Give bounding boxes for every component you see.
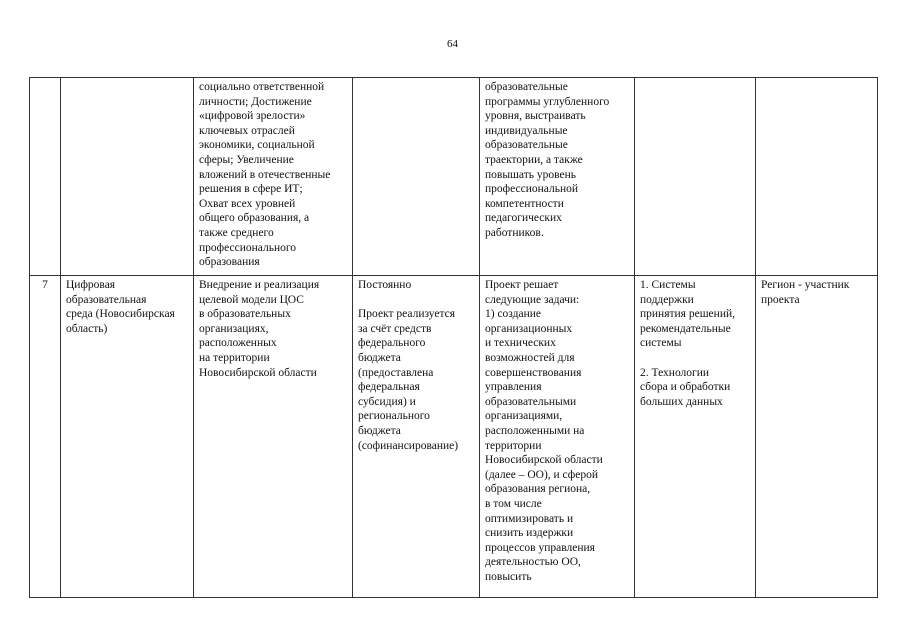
- table-row: [30, 276, 878, 598]
- cell-timing: Постоянно Проект реализуется за счёт средств федерального бюджета (предоставлена федеральная субсидия) и регионального бюджета (софинансирование): [353, 276, 480, 598]
- page-number: 64: [447, 38, 458, 50]
- cell-goals: Внедрение и реализация целевой модели ЦОС в образовательных организациях, расположенных на территории Новосибирской области: [194, 276, 353, 598]
- cell-role: [756, 78, 878, 276]
- cell-tasks: Проект решает следующие задачи: 1) создание организационных и технических возможностей для совершенствования управления образовательными организациями, расположенными на территории Новосибирской области (далее – ОО), и сферой образования региона, в том числе оптимизировать и снизить издержки процессов управления деятельностью ОО, повысить: [480, 276, 635, 598]
- cell-number: 7: [30, 276, 61, 598]
- cell-technologies: 1. Системы поддержки принятия решений, рекомендательные системы 2. Технологии сбора и обработки больших данных: [635, 276, 756, 598]
- cell-timing: [353, 78, 480, 276]
- cell-technologies: [635, 78, 756, 276]
- cell-goals: социально ответственной личности; Достижение «цифровой зрелости» ключевых отраслей экономики, социальной сферы; Увеличение вложений в отечественные решения в сфере ИТ; Охват всех уровней общего образования, а также среднего профессионального образования: [194, 78, 353, 276]
- cell-number: [30, 78, 61, 276]
- table-row: [30, 78, 878, 276]
- projects-table: [29, 77, 878, 598]
- cell-project-name: Цифровая образовательная среда (Новосибирская область): [61, 276, 194, 598]
- cell-tasks: образовательные программы углубленного уровня, выстраивать индивидуальные образовательные траектории, а также повышать уровень профессиональной компетентности педагогических работников.: [480, 78, 635, 276]
- cell-project-name: [61, 78, 194, 276]
- cell-role: Регион - участник проекта: [756, 276, 878, 598]
